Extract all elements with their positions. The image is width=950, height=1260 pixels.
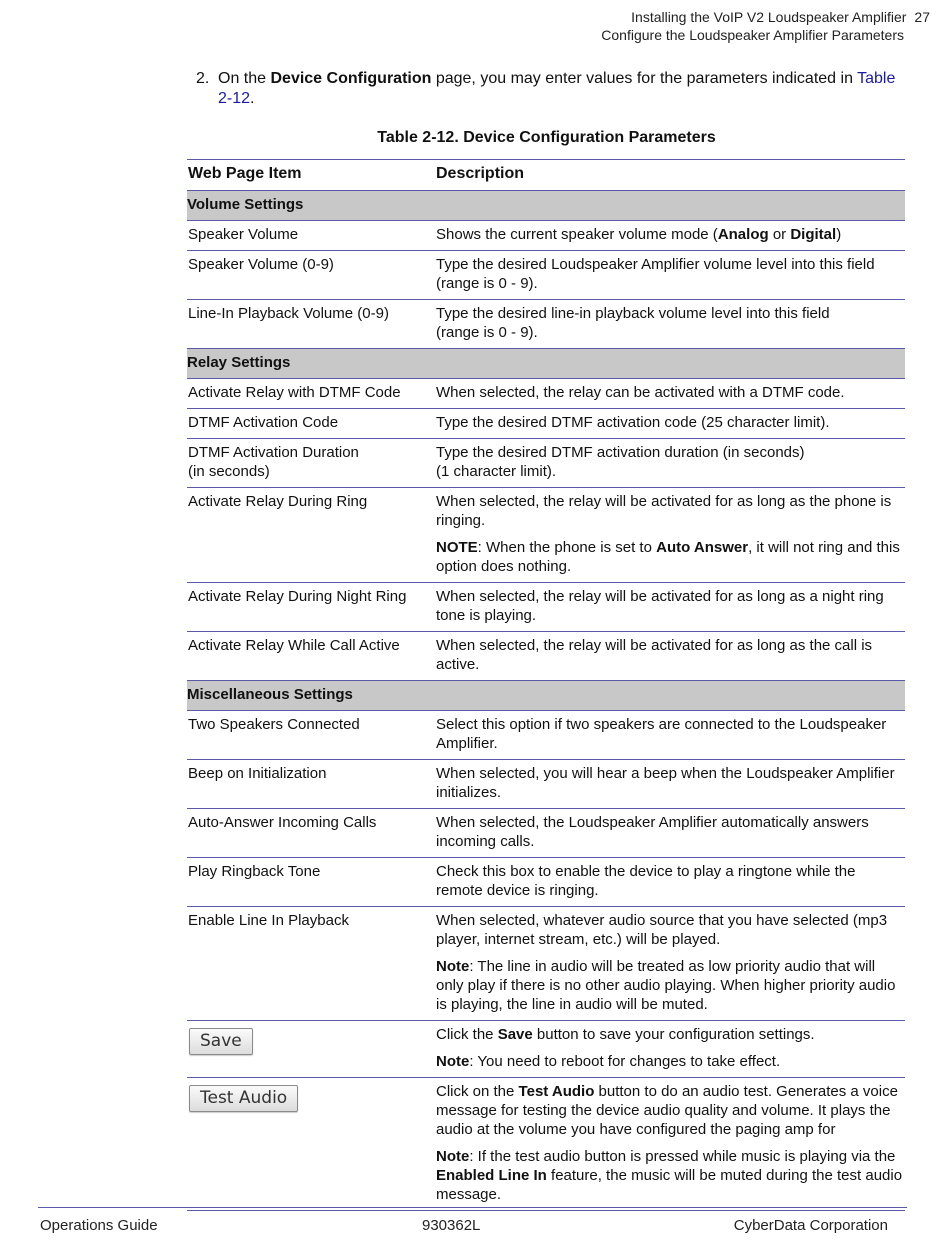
chapter-title: Installing the VoIP V2 Loudspeaker Amplifier — [631, 9, 907, 25]
description-cell: Check this box to enable the device to play a ringtone while the remote device is ringing. — [436, 858, 905, 907]
note-label: Note — [436, 1053, 470, 1070]
table-row — [187, 251, 905, 300]
table-row — [187, 439, 905, 488]
item-cell: Speaker Volume — [187, 221, 436, 251]
section-label: Volume Settings — [187, 191, 905, 221]
desc-line: Type the desired DTMF activation duration (in seconds) — [436, 444, 805, 461]
description-cell — [436, 439, 905, 488]
table-row — [187, 760, 905, 809]
item-cell: Auto-Answer Incoming Calls — [187, 809, 436, 858]
item-cell: Beep on Initialization — [187, 760, 436, 809]
description-cell — [436, 1078, 905, 1211]
footer-center: 930362L — [422, 1217, 481, 1234]
desc-bold: Test Audio — [518, 1083, 595, 1100]
note — [436, 1052, 905, 1071]
desc-line: (1 character limit). — [436, 463, 557, 480]
desc-text: When selected, whatever audio source that you have selected (mp3 player, internet stream, etc.) will be played. — [436, 912, 888, 948]
note-text: , it will not ring and this option does nothing. — [436, 539, 900, 575]
table-row — [187, 632, 905, 681]
section-row-misc — [187, 681, 905, 711]
desc-part: button to save your configuration settings. — [532, 1026, 815, 1043]
page-header — [601, 8, 930, 44]
col-header-description: Description — [436, 160, 905, 191]
note-bold: Auto Answer — [656, 539, 749, 556]
table-row — [187, 583, 905, 632]
desc-line: Type the desired line-in playback volume level into this field — [436, 305, 830, 322]
desc-part: Click on the — [436, 1083, 519, 1100]
description-cell — [436, 1021, 905, 1078]
desc-text: or — [768, 226, 791, 243]
col-header-item: Web Page Item — [187, 160, 436, 191]
description-cell — [436, 300, 905, 349]
section-row-relay — [187, 349, 905, 379]
table-row — [187, 809, 905, 858]
desc-line: (range is 0 - 9). — [436, 275, 538, 292]
desc-part: button to do an audio test. Generates a voice message for testing the device audio quality and volume. It plays the audio at the volume you have configured the paging amp for — [436, 1083, 898, 1138]
desc-text: When selected, the relay will be activated for as long as the phone is ringing. — [436, 493, 892, 529]
table-row — [187, 300, 905, 349]
step-end: . — [250, 90, 255, 107]
item-cell: Activate Relay with DTMF Code — [187, 379, 436, 409]
note-text: : You need to reboot for changes to take effect. — [469, 1053, 781, 1070]
description-cell — [436, 907, 905, 1021]
table-row — [187, 221, 905, 251]
step-text — [218, 69, 896, 109]
item-cell: Enable Line In Playback — [187, 907, 436, 1021]
step-text-before: On the — [218, 70, 271, 87]
desc-text: Shows the current speaker volume mode ( — [436, 226, 718, 243]
step-bold: Device Configuration — [270, 70, 432, 87]
desc-bold: Digital — [790, 226, 837, 243]
table-header-row — [187, 160, 905, 191]
description-cell: When selected, the Loudspeaker Amplifier automatically answers incoming calls. — [436, 809, 905, 858]
save-button[interactable]: Save — [189, 1028, 253, 1055]
desc-line: (range is 0 - 9). — [436, 324, 538, 341]
item-cell — [187, 439, 436, 488]
item-cell: Play Ringback Tone — [187, 858, 436, 907]
table-row — [187, 711, 905, 760]
footer-left: Operations Guide — [40, 1217, 158, 1234]
item-line: (in seconds) — [188, 463, 270, 480]
description-cell: When selected, you will hear a beep when the Loudspeaker Amplifier initializes. — [436, 760, 905, 809]
desc-text — [436, 1025, 905, 1044]
description-cell: When selected, the relay can be activated with a DTMF code. — [436, 379, 905, 409]
item-cell — [187, 1078, 436, 1211]
note-text: : The line in audio will be treated as low priority audio that will only play if there is no other audio playing. When higher priority audio is playing, the line in audio will be muted. — [436, 958, 896, 1013]
section-title: Configure the Loudspeaker Amplifier Parameters — [601, 27, 904, 43]
description-cell — [436, 251, 905, 300]
table-row — [187, 1078, 905, 1211]
step-paragraph — [196, 69, 896, 109]
note-text: : When the phone is set to — [477, 539, 657, 556]
table-row — [187, 409, 905, 439]
note — [436, 1147, 905, 1204]
note-bold: Enabled Line In — [436, 1167, 547, 1184]
parameters-table — [187, 159, 905, 1211]
description-cell — [436, 221, 905, 251]
note-label: Note — [436, 1148, 470, 1165]
table-link[interactable]: Table 2-12 — [218, 70, 896, 107]
desc-bold: Save — [497, 1026, 533, 1043]
item-cell: Activate Relay During Ring — [187, 488, 436, 583]
item-cell: Line-In Playback Volume (0-9) — [187, 300, 436, 349]
desc-part: Click the — [436, 1026, 498, 1043]
note — [436, 957, 905, 1014]
note-label: NOTE — [436, 539, 478, 556]
table-row — [187, 379, 905, 409]
section-label: Relay Settings — [187, 349, 905, 379]
description-cell: Select this option if two speakers are connected to the Loudspeaker Amplifier. — [436, 711, 905, 760]
desc-bold: Analog — [717, 226, 769, 243]
desc-text: ) — [836, 226, 842, 243]
header-line-1 — [601, 8, 930, 26]
note-text: feature, the music will be muted during the test audio message. — [436, 1167, 903, 1203]
section-label: Miscellaneous Settings — [187, 681, 905, 711]
table-row — [187, 858, 905, 907]
note-text: : If the test audio button is pressed while music is playing via the — [469, 1148, 896, 1165]
description-cell: When selected, the relay will be activated for as long as the call is active. — [436, 632, 905, 681]
footer-divider — [38, 1207, 907, 1208]
item-line: DTMF Activation Duration — [188, 444, 359, 461]
item-cell: DTMF Activation Code — [187, 409, 436, 439]
step-text-after: page, you may enter values for the parameters indicated in — [431, 70, 858, 87]
description-cell — [436, 488, 905, 583]
desc-text — [436, 1082, 905, 1139]
table-row — [187, 488, 905, 583]
description-cell: When selected, the relay will be activated for as long as a night ring tone is playing. — [436, 583, 905, 632]
page-number: 27 — [914, 9, 930, 25]
item-cell: Activate Relay While Call Active — [187, 632, 436, 681]
test-audio-button[interactable]: Test Audio — [189, 1085, 298, 1112]
step-number: 2. — [196, 70, 210, 87]
item-cell: Speaker Volume (0-9) — [187, 251, 436, 300]
item-cell: Activate Relay During Night Ring — [187, 583, 436, 632]
note-label: Note — [436, 958, 470, 975]
item-cell — [187, 1021, 436, 1078]
description-cell: Type the desired DTMF activation code (25 character limit). — [436, 409, 905, 439]
section-row-volume — [187, 191, 905, 221]
table-row — [187, 1021, 905, 1078]
table-caption: Table 2-12. Device Configuration Parameters — [377, 129, 716, 146]
item-cell: Two Speakers Connected — [187, 711, 436, 760]
note — [436, 538, 905, 576]
desc-line: Type the desired Loudspeaker Amplifier volume level into this field — [436, 256, 875, 273]
footer-right: CyberData Corporation — [733, 1217, 888, 1234]
table-row — [187, 907, 905, 1021]
